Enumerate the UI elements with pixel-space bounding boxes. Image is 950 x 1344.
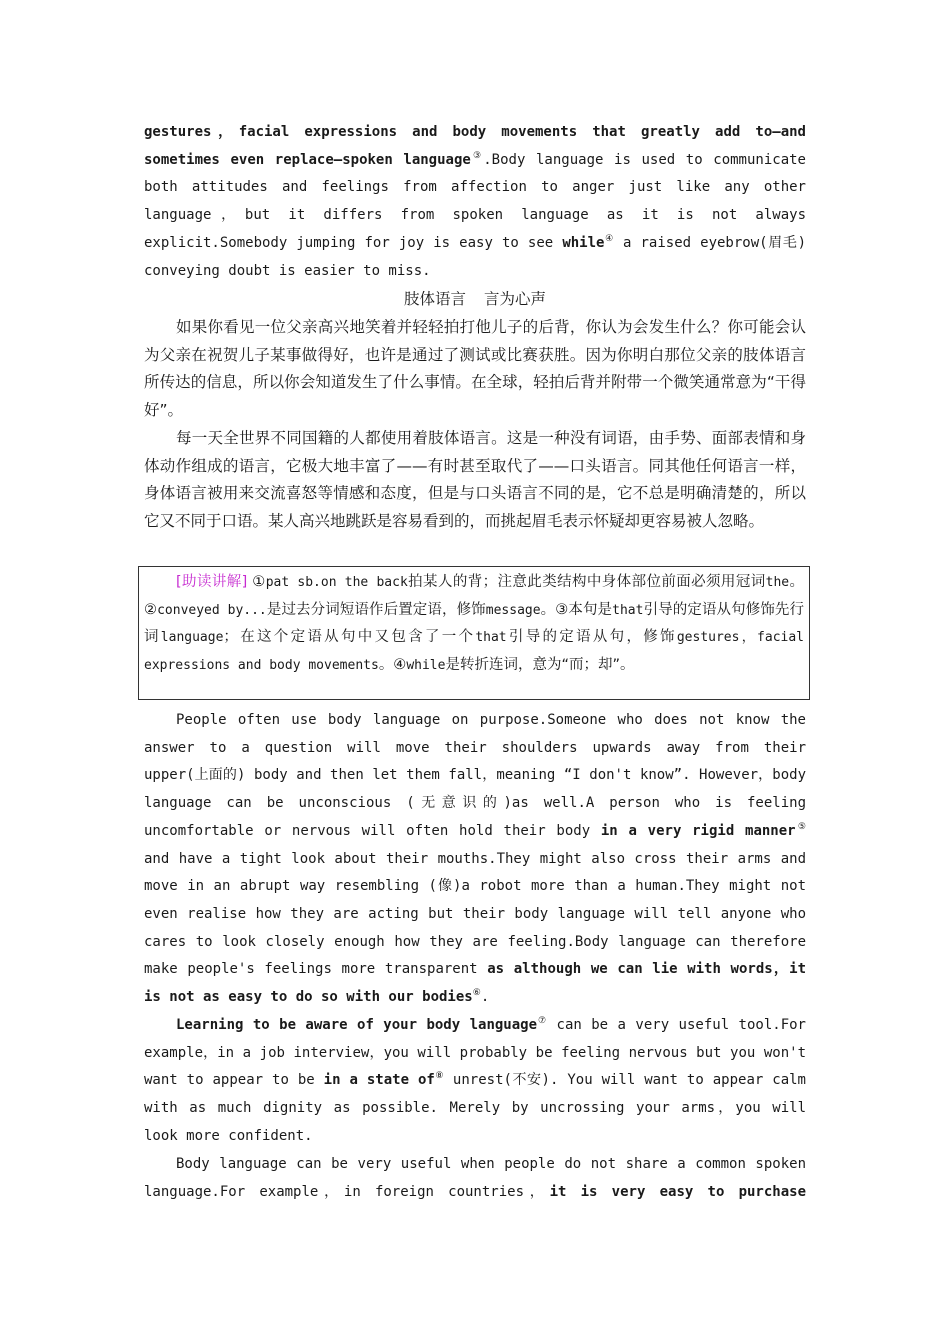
text-run: unrest(不安). You will want to appear calm with as much dignity as possible. Merely by uncrossing your arms，you will look more confident. bbox=[144, 1072, 806, 1144]
text-run: can be a very useful tool.For example，in a job interview，you will probably be feeling nervous but you won't want to appear to be bbox=[144, 1017, 806, 1089]
chinese-paragraph-1: 如果你看见一位父亲高兴地笑着并轻轻拍打他儿子的后背，你认为会发生什么？你可能会认为父亲在祝贺儿子某事做得好，也许是通过了测试或比赛获胜。因为你明白那位父亲的肢体语言所传达的信息，所以你会知道发生了什么事情。在全球，轻拍后背并附带一个微笑通常意为“干得好”。 bbox=[144, 318, 806, 420]
note-english: message bbox=[485, 602, 541, 618]
title-part-1: 肢体语言 bbox=[403, 290, 466, 308]
note-text: 是过去分词短语作后置定语，修饰 bbox=[266, 601, 486, 618]
note-marker: ⑧ bbox=[434, 1071, 444, 1082]
note-english: while bbox=[406, 658, 446, 674]
english-paragraph-4 bbox=[144, 1151, 806, 1206]
reading-notes-box bbox=[138, 566, 810, 700]
note-english: the bbox=[765, 575, 790, 590]
note-text: ；在这个定语从句中又包含了一个 bbox=[223, 629, 476, 646]
note-english: gestures，facial expressions and body movements bbox=[144, 630, 805, 674]
bold-phrase: as although we can lie with words，it is not as easy to do so with our bodies bbox=[144, 961, 806, 1006]
note-marker: ⑤ bbox=[795, 821, 806, 832]
note-marker: ④ bbox=[604, 233, 614, 244]
english-paragraph-1 bbox=[144, 119, 806, 285]
bold-phrase: it is very easy to purchase bbox=[549, 1183, 806, 1200]
text-run: . bbox=[480, 989, 490, 1006]
english-paragraph-3 bbox=[144, 1012, 806, 1151]
note-marker: ⑦ bbox=[537, 1016, 548, 1026]
text-run: .Body language is used to communicate both attitudes and feelings from affection to anger just like any other language，but it differs from spoken language as it is not always explicit.Somebody jumping for joy is easy to see bbox=[144, 151, 806, 251]
note-text: 。② bbox=[144, 574, 805, 618]
note-text: ① bbox=[247, 574, 266, 590]
note-english: that bbox=[475, 630, 507, 646]
text-run: Body language can be very useful when people do not share a common spoken language.For example，in foreign countries， bbox=[144, 1156, 806, 1200]
bold-phrase: in a very rigid manner bbox=[600, 822, 796, 839]
note-english: language bbox=[160, 630, 224, 646]
note-marker: ③ bbox=[470, 150, 484, 161]
note-english: pat sb.on the back bbox=[265, 575, 408, 590]
title-part-2: 言为心声 bbox=[484, 290, 547, 308]
note-text: 。④ bbox=[378, 657, 407, 674]
note-english: that bbox=[612, 602, 644, 618]
text-run: a raised eyebrow(眉毛) conveying doubt is easier to miss. bbox=[144, 234, 806, 279]
bold-phrase: gestures，facial expressions and body movements that greatly add to—and sometimes even replace—spoken language bbox=[144, 124, 806, 168]
bold-phrase: Learning to be aware of your body language bbox=[176, 1017, 538, 1033]
text-run: and have a tight look about their mouths.They might also cross their arms and move in an abrupt way resembling (像)a robot more than a human.They might not even realise how they are acting but their body language will tell anyone who cares to look closely enough how they are feeling.Body language can therefore make people's feelings more transparent bbox=[144, 850, 806, 978]
note-text: 是转折连词，意为“而；却”。 bbox=[445, 657, 635, 674]
note-text: 引导的定语从句，修饰 bbox=[506, 629, 677, 646]
note-text: 拍某人的背；注意此类结构中身体部位前面必须用冠词 bbox=[407, 574, 766, 590]
bold-phrase: in a state of bbox=[323, 1072, 435, 1089]
note-text: 。③本句是 bbox=[540, 601, 613, 618]
notes-tag: [助读讲解] bbox=[176, 574, 248, 590]
note-text: 引导的定语从句修饰先行词 bbox=[144, 601, 805, 646]
text-run: People often use body language on purpose.Someone who does not know the answer to a question will move their shoulders upwards away from their upper(上面的) body and then let them fall，meaning “I don't know”. However，body language can be unconscious (无意识的)as well.A person who is feeling uncomfortable or nervous will often hold their body bbox=[144, 712, 806, 839]
section-title bbox=[144, 286, 806, 314]
note-english: conveyed by... bbox=[157, 602, 267, 618]
bold-phrase: while bbox=[562, 234, 605, 251]
english-paragraph-2 bbox=[144, 707, 806, 1012]
chinese-paragraph-2: 每一天全世界不同国籍的人都使用着肢体语言。这是一种没有词语，由手势、面部表情和身体动作组成的语言，它极大地丰富了——有时甚至取代了——口头语言。同其他任何语言一样，身体语言被用来交流喜怒等情感和态度，但是与口头语言不同的是，它不总是明确清楚的，所以它又不同于口语。某人高兴地跳跃是容易看到的，而挑起眉毛表示怀疑却更容易被人忽略。 bbox=[144, 429, 806, 531]
note-marker: ⑥ bbox=[472, 988, 481, 999]
